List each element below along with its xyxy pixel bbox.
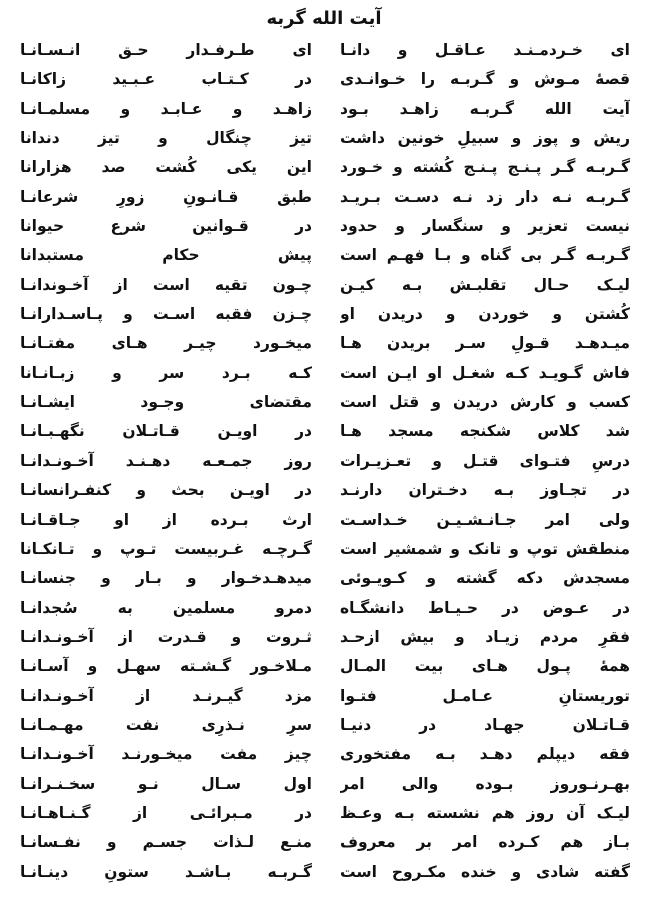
couplet-line <box>0 682 648 711</box>
first-hemistich: فاش گـویـد کـه شغـل او ایـن است <box>340 363 630 382</box>
couplet-line <box>0 271 648 300</box>
second-hemistich: کـه بـرد سر و زبـانـانا <box>20 363 312 382</box>
couplet-line <box>0 388 648 417</box>
couplet-line <box>0 506 648 535</box>
second-hemistich: این یکی کُشت صد هزارانا <box>20 158 312 177</box>
first-hemistich: بـاز هم کـرده امر بر معروف <box>340 833 630 852</box>
second-hemistich: میخـورد چیـر هـای مفتـانـا <box>20 334 312 353</box>
couplet-line <box>0 740 648 769</box>
first-hemistich: ولی امر جـانـشـیـن خـداسـت <box>340 510 630 529</box>
second-hemistich: پیش حکام مستبدانا <box>20 246 312 265</box>
couplet-line <box>0 329 648 358</box>
second-hemistich: در مـبرائـی از گـنـاهـانـا <box>20 803 312 822</box>
second-hemistich: روز جمـعـه دهـنـد آخـونـدانـا <box>20 451 312 470</box>
couplet-line <box>0 594 648 623</box>
second-hemistich: زاهـد و عـابـد و مسلمـانـا <box>20 99 312 118</box>
couplet-line <box>0 564 648 593</box>
first-hemistich: آیت الله گـربـه زاهـد بـود <box>340 99 630 118</box>
first-hemistich: همهٔ پـول هـای بیت المـال <box>340 657 630 676</box>
second-hemistich: مزد گیـرنـد از آخـونـدانـا <box>20 686 312 705</box>
couplet-line <box>0 652 648 681</box>
first-hemistich: ای خـردمـنـد عـاقـل و دانـا <box>340 41 630 59</box>
second-hemistich: گـربـه بـاشـد ستونِ دینـانـا <box>20 862 312 881</box>
second-hemistich: چـزن فقبه اسـت و پـاسـدارانـا <box>20 305 312 324</box>
couplet-line <box>0 153 648 182</box>
first-hemistich: قـاتـلان جهـاد در دنیـا <box>340 715 630 734</box>
couplet-line <box>0 183 648 212</box>
second-hemistich: میدهـدخـوار و بـار و جنسانـا <box>20 569 312 588</box>
second-hemistich: گـرچـه غـربیست تـوپ و تـانکـانا <box>20 539 312 558</box>
first-hemistich: لیـک حـال تقلبـش بـه کیـن <box>340 275 630 294</box>
couplet-line <box>0 858 648 887</box>
first-hemistich: ریش و پوز و سبیلِ خونین داشت <box>340 129 630 148</box>
first-hemistich: کسب و کارش دریدن و قتل است <box>340 393 630 412</box>
first-hemistich: منطقش توپ و تانک و شمشیر است <box>340 539 630 558</box>
couplet-line <box>0 623 648 652</box>
first-hemistich: گـربـه گـر بی گناه و بـا فهـم است <box>340 246 630 265</box>
first-hemistich: گفته شادی و خنده مکـروح است <box>340 862 630 881</box>
couplet-line <box>0 65 648 94</box>
couplet-line <box>0 300 648 329</box>
couplet-line <box>0 241 648 270</box>
first-hemistich: شد کلاس شکنجه مسجد هـا <box>340 422 630 441</box>
couplet-line <box>0 124 648 153</box>
first-hemistich: گـربـه گـر پـنـج پـنـج کُشته و خـورد <box>340 158 630 177</box>
second-hemistich: چـون تقیه است از آخـوندانـا <box>20 275 312 294</box>
second-hemistich: اول سـال نـو سخـنـرانـا <box>20 774 312 793</box>
first-hemistich: بهـرنـوروز بـوده والی امر <box>340 774 630 793</box>
first-hemistich: مسجدش دکه گشته و کـویـوئی <box>340 569 630 588</box>
first-hemistich: توریستانِ عـامـل فتـوا <box>340 686 630 705</box>
first-hemistich: نیست تعزیر و سنگسار و حدود <box>340 217 630 236</box>
first-hemistich: قصهٔ مـوش و گـربـه را خـوانـدی <box>340 70 630 89</box>
couplet-line <box>0 799 648 828</box>
second-hemistich: در کـتـاب عـبـید زاکانـا <box>20 70 312 89</box>
couplet-line <box>0 828 648 857</box>
second-hemistich: طبق قـانـونِ زورِ شرعانـا <box>20 187 312 206</box>
second-hemistich: تیز چنگال و تیز دندانا <box>20 129 312 148</box>
first-hemistich: فقه دیپلم دهـد بـه مفتخوری <box>340 745 630 764</box>
poem-body <box>0 36 648 887</box>
second-hemistich: منـع لـذات جسـم و نفـسانـا <box>20 833 312 852</box>
second-hemistich: در اویـن بحث و کنفـرانسانـا <box>20 481 312 500</box>
second-hemistich: در اویـن قـاتـلان نگهـبـانـا <box>20 422 312 441</box>
first-hemistich: گـربـه نـه دار زد نـه دسـت بـریـد <box>340 187 630 206</box>
second-hemistich: مـلاخـور گـشـته سهـل و آسـانـا <box>20 657 312 676</box>
second-hemistich: مقتضای وجـود ایشـانـا <box>20 393 312 412</box>
second-hemistich: ای طـرفـدار حـق انـسـانـا <box>20 41 312 59</box>
second-hemistich: ارث بـرده از او جـاقـانـا <box>20 510 312 529</box>
first-hemistich: فقرِ مردم زیـاد و بیش ازحـد <box>340 627 630 646</box>
first-hemistich: لیـک آن روز هم نشسته بـه وعـظ <box>340 803 630 822</box>
couplet-line <box>0 535 648 564</box>
first-hemistich: در تجـاوز بـه دخـتران دارنـد <box>340 481 630 500</box>
couplet-line <box>0 711 648 740</box>
couplet-line <box>0 95 648 124</box>
first-hemistich: درسِ فتـوای قتـل و تعـزیـرات <box>340 451 630 470</box>
couplet-line <box>0 359 648 388</box>
first-hemistich: میـدهـد قـولِ سـر بریدن هـا <box>340 334 630 353</box>
poem-title: آیت الله گربه <box>266 8 382 29</box>
couplet-line <box>0 476 648 505</box>
second-hemistich: چیز مفت میخـورنـد آخـونـدانـا <box>20 745 312 764</box>
couplet-line <box>0 417 648 446</box>
couplet-line <box>0 447 648 476</box>
couplet-line <box>0 36 648 65</box>
couplet-line <box>0 770 648 799</box>
first-hemistich: در عـوض در حـیـاط دانشگـاه <box>340 598 630 617</box>
second-hemistich: در قـوانین شرع حیوانا <box>20 217 312 236</box>
second-hemistich: سرِ نـذرِی نفت مهـمـانـا <box>20 715 312 734</box>
couplet-line <box>0 212 648 241</box>
second-hemistich: ثـروت و قـدرت از آخـونـدانـا <box>20 627 312 646</box>
second-hemistich: دمرو مسلمین به سُجدانـا <box>20 598 312 617</box>
first-hemistich: کُشتن و خوردن و دریدن او <box>340 305 630 324</box>
